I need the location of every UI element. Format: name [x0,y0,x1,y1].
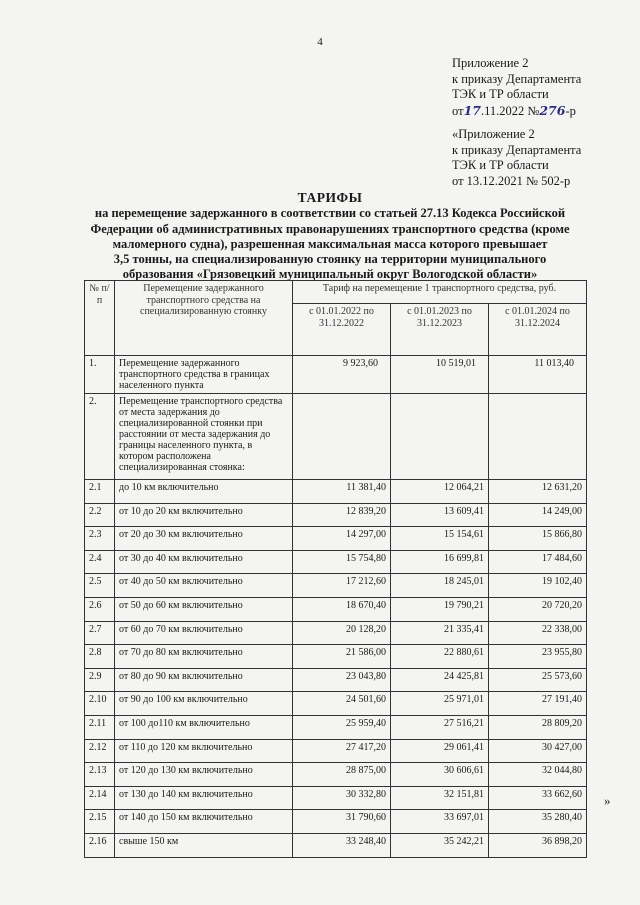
appendix-line: «Приложение 2 [452,127,535,141]
row-value: 28 875,00 [293,763,391,787]
table-row [85,739,587,763]
row-value: 12 631,20 [489,480,587,504]
row-num: 1. [85,356,115,394]
table-row [85,574,587,598]
row-value: 33 697,01 [391,810,489,834]
row-value: 30 332,80 [293,786,391,810]
row-value: 9 923,60 [293,356,391,394]
date-prefix: от [452,103,464,118]
row-num: 2.1 [85,480,115,504]
row-num: 2.9 [85,668,115,692]
header-period: с 01.01.2022 по 31.12.2022 [293,304,391,356]
row-value: 10 519,01 [391,356,489,394]
header-num: № п/п [85,281,115,356]
row-num: 2.14 [85,786,115,810]
appendix-date-line [452,103,581,120]
row-value: 33 248,40 [293,833,391,857]
row-value: 27 191,40 [489,692,587,716]
header-description: Перемещение задержанного транспортного средства на специализированную стоянку [115,281,293,356]
row-num: 2.15 [85,810,115,834]
row-num: 2.13 [85,763,115,787]
row-value: 17 212,60 [293,574,391,598]
row-description: от 10 до 20 км включительно [115,503,293,527]
table-row [85,786,587,810]
table-row [85,527,587,551]
row-value: 15 866,80 [489,527,587,551]
row-value: 25 971,01 [391,692,489,716]
row-description: от 100 до110 км включительно [115,715,293,739]
row-value [293,394,391,480]
appendix-header [452,56,581,119]
row-value: 24 501,60 [293,692,391,716]
header-period: с 01.01.2024 по 31.12.2024 [489,304,587,356]
title-heading: ТАРИФЫ [297,190,363,205]
appendix-line: от 13.12.2021 № 502-р [452,173,571,188]
row-value: 25 573,60 [489,668,587,692]
table-row [85,833,587,857]
row-num: 2.11 [85,715,115,739]
row-value: 22 338,00 [489,621,587,645]
table-row [85,550,587,574]
row-value: 19 102,40 [489,574,587,598]
row-num: 2.12 [85,739,115,763]
row-value: 27 417,20 [293,739,391,763]
row-description: от 110 до 120 км включительно [115,739,293,763]
table-row [85,394,587,480]
row-num: 2.10 [85,692,115,716]
row-description: от 60 до 70 км включительно [115,621,293,645]
row-num: 2.5 [85,574,115,598]
row-description: Перемещение транспортного средства от места задержания до специализированной стоянки при расстоянии от места задержания до границы населенного пункта, в котором расположена специализированная стоянка: [115,394,293,480]
row-value: 15 754,80 [293,550,391,574]
row-num: 2.2 [85,503,115,527]
row-description: от 80 до 90 км включительно [115,668,293,692]
table-row [85,645,587,669]
row-value: 32 151,81 [391,786,489,810]
table-row [85,668,587,692]
row-value: 36 898,20 [489,833,587,857]
table-row [85,480,587,504]
row-description: от 40 до 50 км включительно [115,574,293,598]
row-value: 22 880,61 [391,645,489,669]
row-description: от 140 до 150 км включительно [115,810,293,834]
table-row [85,810,587,834]
row-description: до 10 км включительно [115,480,293,504]
row-value [391,394,489,480]
number-suffix: -р [565,103,576,118]
row-value: 27 516,21 [391,715,489,739]
table-row [85,715,587,739]
row-value [489,394,587,480]
row-value: 21 335,41 [391,621,489,645]
row-value: 18 670,40 [293,597,391,621]
handwritten-day: 17 [463,102,481,118]
row-value: 32 044,80 [489,763,587,787]
row-description: от 50 до 60 км включительно [115,597,293,621]
row-description: свыше 150 км [115,833,293,857]
appendix-line: к приказу Департамента [452,142,582,157]
row-value: 11 013,40 [489,356,587,394]
table-row [85,692,587,716]
row-num: 2.8 [85,645,115,669]
row-num: 2.4 [85,550,115,574]
row-value: 30 427,00 [489,739,587,763]
title-line: на перемещение задержанного в соответствии со статьей 27.13 Кодекса Российской [94,206,566,221]
appendix-line: ТЭК и ТР области [452,87,549,101]
appendix-line: к приказу Департамента [452,71,582,86]
appendix-line: Приложение 2 [452,56,529,70]
header-tariff: Тариф на перемещение 1 транспортного средства, руб. [293,281,587,304]
table-row [85,621,587,645]
header-period: с 01.01.2023 по 31.12.2023 [391,304,489,356]
row-value: 15 154,61 [391,527,489,551]
appendix-previous [452,127,581,189]
row-value: 20 720,20 [489,597,587,621]
row-description: Перемещение задержанного транспортного средства в границах населенного пункта [115,356,293,394]
row-value: 19 790,21 [391,597,489,621]
row-value: 31 790,60 [293,810,391,834]
row-description: от 120 до 130 км включительно [115,763,293,787]
row-value: 12 064,21 [391,480,489,504]
row-value: 11 381,40 [293,480,391,504]
row-num: 2. [85,394,115,480]
row-num: 2.16 [85,833,115,857]
row-value: 14 249,00 [489,503,587,527]
table-row [85,597,587,621]
title-line: 3,5 тонны, на специализированную стоянку на территории муниципального [113,252,547,267]
row-value: 35 280,40 [489,810,587,834]
handwritten-number: 276 [539,102,566,118]
tariff-table [84,280,587,858]
row-value: 23 955,80 [489,645,587,669]
row-value: 25 959,40 [293,715,391,739]
row-value: 12 839,20 [293,503,391,527]
title-line: образования «Грязовецкий муниципальный округ Вологодской области» [122,267,538,282]
row-description: от 90 до 100 км включительно [115,692,293,716]
row-value: 13 609,41 [391,503,489,527]
row-num: 2.3 [85,527,115,551]
row-description: от 30 до 40 км включительно [115,550,293,574]
row-value: 16 699,81 [391,550,489,574]
row-value: 24 425,81 [391,668,489,692]
row-value: 23 043,80 [293,668,391,692]
row-value: 18 245,01 [391,574,489,598]
row-value: 35 242,21 [391,833,489,857]
row-value: 30 606,61 [391,763,489,787]
row-description: от 70 до 80 км включительно [115,645,293,669]
row-description: от 130 до 140 км включительно [115,786,293,810]
row-num: 2.6 [85,597,115,621]
row-num: 2.7 [85,621,115,645]
closing-quote: » [604,793,611,808]
row-value: 33 662,60 [489,786,587,810]
table-row [85,356,587,394]
row-value: 14 297,00 [293,527,391,551]
row-value: 21 586,00 [293,645,391,669]
document-title [60,190,600,283]
row-value: 28 809,20 [489,715,587,739]
row-value: 29 061,41 [391,739,489,763]
row-value: 20 128,20 [293,621,391,645]
row-value: 17 484,60 [489,550,587,574]
appendix-line: ТЭК и ТР области [452,158,549,172]
title-line: Федерации об административных правонарушениях транспортного средства (кроме [90,221,570,236]
table-row [85,763,587,787]
table-row [85,503,587,527]
date-rest: .11.2022 № [480,103,540,118]
page-number: 4 [317,36,323,48]
title-line: маломерного судна), разрешенная максимальная масса которого превышает [112,236,548,251]
row-description: от 20 до 30 км включительно [115,527,293,551]
